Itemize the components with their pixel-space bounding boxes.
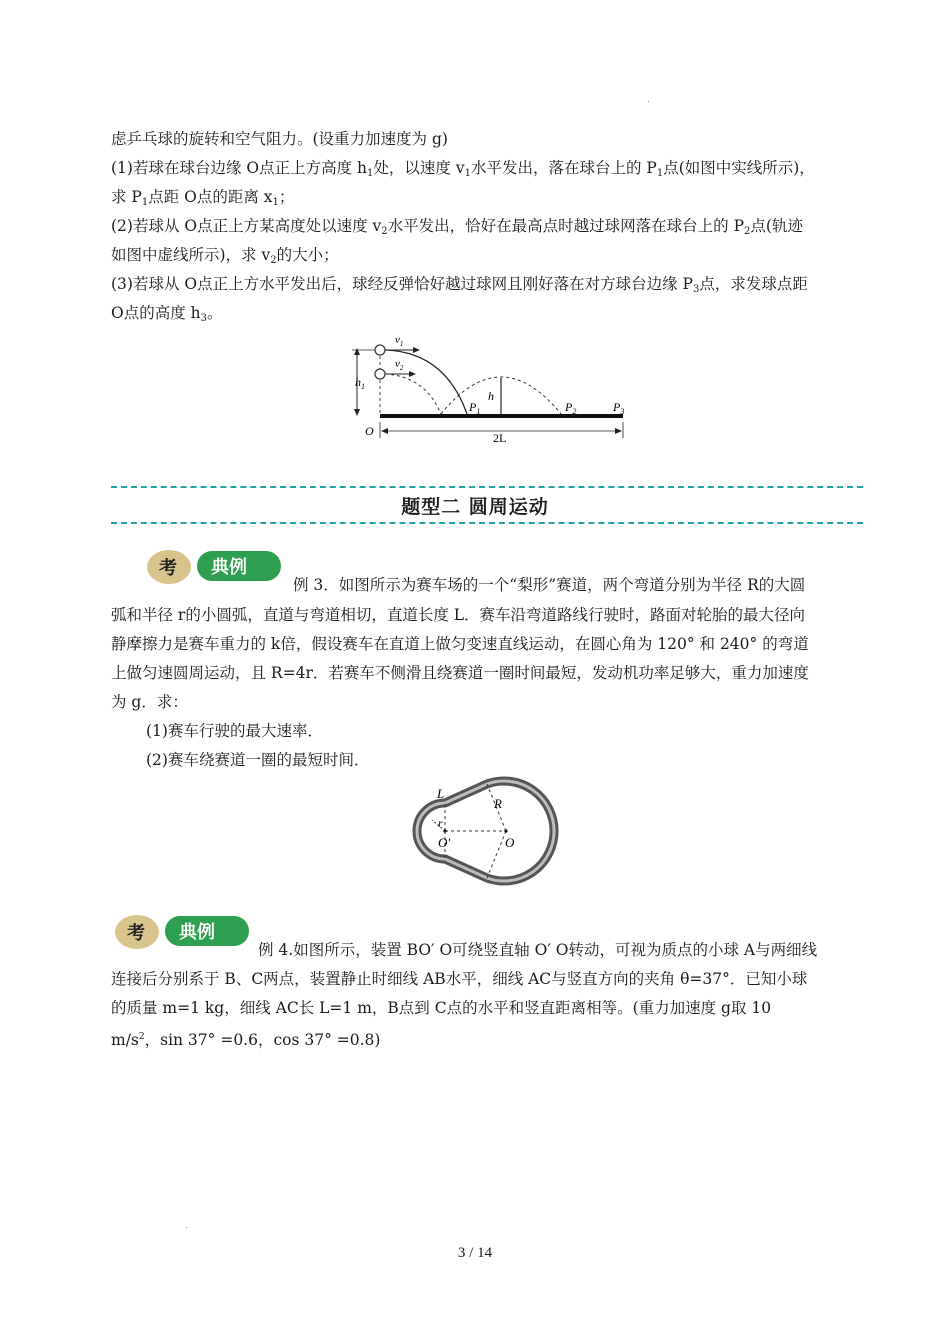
radius-r-label: r [438,816,443,830]
question-3-line2: O点的高度 $h_3$。 [111,304,223,324]
example3-line5: 为 g．求： [111,693,188,711]
table-surface [380,414,623,418]
badge-left-text: 考 [127,923,145,944]
example-badge [145,545,285,585]
question-2-line2: 如图中虚线所示)，求 $v_2$的大小； [111,246,339,266]
length-2L-label: 2L [493,431,507,445]
question-2-line1: (2)若球从 O点正上方某高度处以速度 $v_2$水平发出，恰好在最高点时越过球网落在球台上的 $P_2$点(轨迹 [111,217,803,237]
example4-line1: 例 4.如图所示，装置 BO′ O可绕竖直轴 O′ O转动，可视为质点的小球 A与两细线 [258,941,818,959]
pear-track-diagram [405,775,570,895]
v1-label: $v_1$ [395,334,404,348]
trajectory-diagram [345,330,635,445]
example-badge-2 [113,910,253,950]
example3-question2: (2)赛车绕赛道一圈的最短时间． [146,751,370,769]
ball-1 [375,345,385,355]
net-height-label: h [488,389,494,403]
example4-line3: 的质量 m=1 kg，细线 AC长 L=1 m，B点到 C点的水平和竖直距离相等。(重力加速度 g取 10 [111,999,772,1017]
example3-line2: 弧和半径 r的小圆弧，直道与弯道相切，直道长度 L．赛车沿弯道路线行驶时，路面对轮胎的最大径向 [111,606,806,624]
section-title: 题型二 圆周运动 [401,496,549,518]
badge-left-text: 考 [159,558,177,579]
p2-label: $P_2$ [565,400,577,416]
scan-dot [186,1227,187,1228]
section-divider-bottom [111,522,863,524]
origin-label: O [365,424,374,438]
example3-question1: (1)赛车行驶的最大速率． [146,722,323,740]
straight-L-label: L [437,786,445,801]
ball-2 [375,369,385,379]
question-3-line1: (3)若球从 O点正上方水平发出后，球经反弹恰好越过球网且刚好落在对方球台边缘 $P_3$点，求发球点距 [111,275,808,295]
v2-label: $v_2$ [395,358,404,372]
problem-intro-line: 虑乒乓球的旋转和空气阻力。(设重力加速度为 g) [111,130,448,148]
center-O-prime-label: O′ [438,835,451,850]
scan-dot [648,101,649,102]
center-O-label: O [505,835,515,850]
question-1-line2: 求 $P_1$点距 O点的距离 $x_1$； [111,188,295,208]
radius-R-label: R [494,796,502,811]
question-1-line1: (1)若球在球台边缘 O点正上方高度 $h_1$处，以速度 $v_1$水平发出，落在球台上的 $P_1$点(如图中实线所示)， [111,159,815,179]
example4-line2: 连接后分别系于 B、C两点，装置静止时细线 AB水平，细线 AC与竖直方向的夹角 θ=37°．已知小球 [111,970,808,988]
page-number: 3 / 14 [457,1245,493,1261]
example4-line4: $m/s^2$，sin 37° =0.6，cos 37° =0.8) [111,1031,381,1049]
example3-line4: 上做匀速圆周运动，且 R=4r．若赛车不侧滑且绕赛道一圈时间最短，发动机功率足够大，重力加速度 [111,664,809,682]
p3-label: $P_3$ [613,400,625,416]
example3-line1: 例 3．如图所示为赛车场的一个“梨形”赛道，两个弯道分别为半径 R的大圆 [293,576,806,594]
section-divider-top [111,486,863,488]
example3-line3: 静摩擦力是赛车重力的 k倍，假设赛车在直道上做匀变速直线运动，在圆心角为 120° 和 240° 的弯道 [111,635,809,653]
h1-label: $h_1$ [355,375,365,391]
badge-right-text: 典例 [179,922,215,943]
p1-label: $P_1$ [469,400,481,416]
badge-right-text: 典例 [211,557,247,578]
